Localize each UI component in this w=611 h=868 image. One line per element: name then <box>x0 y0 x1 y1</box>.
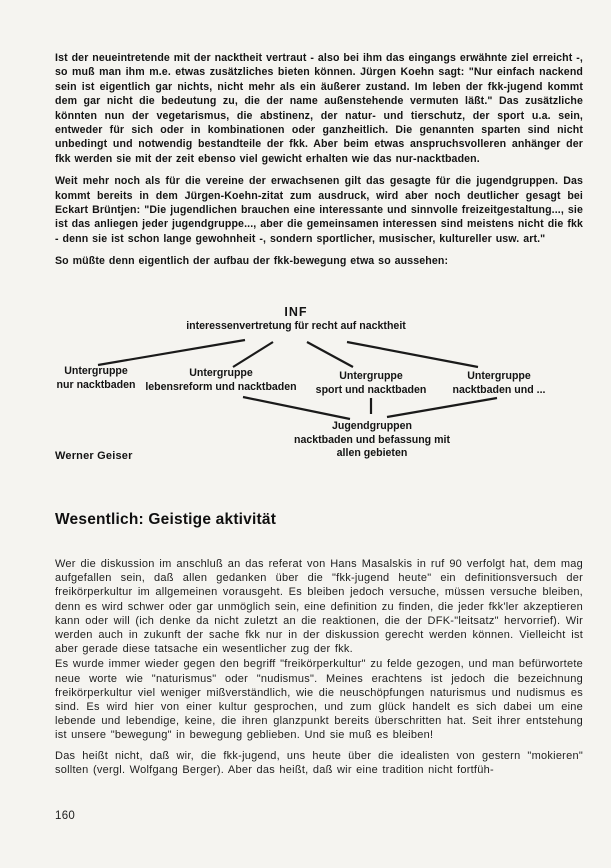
paragraph: Es wurde immer wieder gegen den begriff "freikörperkultur" zu felde gezogen, und man befürwortete neue worte wie "naturismus" oder "nudismus". Meines erachtens ist jedoch die bezeichnung freikörperkultur viel weniger mißverständlich, wie die neuschöpfungen naturismus und nudismus es sind. Es wird hier von einer kultur gesprochen, und zum glück handelt es sich dabei um eine lebende und lebendige, keine, die ihren glanzpunkt bereits überschritten hat. Seit ihrer entstehung ist unsere "bewegung" in bewegung geblieben. Und sie muß es bleiben! <box>55 658 583 742</box>
paragraph: Weit mehr noch als für die vereine der erwachsenen gilt das gesagte für die jugendgruppen. Das kommt bereits in dem Jürgen-Koehn-zitat zum ausdruck, wird aber noch deutlicher gesagt bei Eckart Brüntjen: "Die jugendlichen brauchen eine interessante und sinnvolle freizeitgestaltung..., sie ist das anliegen jeder jugendgruppe..., aber die gemeinsamen interessen sind meistens nicht die fkk - denn sie ist schon lange gewohnheit -, sondern sportlicher, musischer, kultureller usw. art." <box>55 175 583 245</box>
node-label: Jugendgruppen <box>331 420 413 432</box>
connector-group2-to-jugend <box>243 397 350 419</box>
paragraph: Wer die diskussion im anschluß an das referat von Hans Masalskis in ruf 90 verfolgt hat, dem mag aufgefallen sein, daß allen gedanken über die "fkk-jugend heute" ein definitionsversuch der freikörperkultur im allgemeinen vorausgeht. Es bleiben jedoch versuche, müssen versuche bleiben, denn es wird schwer oder gar unmöglich sein, eine definition zu finden, die jeder fkk'ler akzeptieren kann oder will (ich denke da nicht zuletzt an die reaktionen, die der DFK-"leitsatz" hervorrief). Wir werden auch in zukunft der sache fkk nur in der diskussion gerecht werden können. Vielleicht ist aber gerade diese tatsache ein wesentlicher zug der fkk. <box>55 558 583 656</box>
connector-inf-to-group2 <box>233 342 273 367</box>
article-heading: Wesentlich: Geistige aktivität <box>55 511 277 528</box>
node-label: allen gebieten <box>336 447 408 460</box>
article-top <box>55 51 583 277</box>
node-label: lebensreform und nacktbaden <box>145 380 297 393</box>
connector-inf-to-group1 <box>98 340 245 365</box>
diagram-node-untergruppe-lebensreform <box>145 367 296 394</box>
node-label: Untergruppe <box>189 367 253 379</box>
paragraph: Das heißt nicht, daß wir, die fkk-jugend, uns heute über die idealisten von gestern "mokieren" sollten (vergl. Wolfgang Berger). Aber das heißt, daß wir eine tradition nicht fortfüh- <box>55 749 583 776</box>
paragraph: So müßte denn eigentlich der aufbau der fkk-bewegung etwa so aussehen: <box>55 255 449 268</box>
diagram-node-inf-subtitle: interessenvertretung für recht auf nacktheit <box>186 319 406 332</box>
paragraph: Ist der neueintretende mit der nacktheit vertraut - also bei ihm das eingangs erwähnte ziel erreicht -, so muß man ihm m.e. etwas zusätzliches bieten können. Jürgen Koehn sagt: "Nur einfach nackend sein ist eigentlich gar nichts, nicht mehr als ein äußerer zustand. Im leben der fkk-jugend kommt dem gar nicht die bedeutung zu, die der name außenstehende vermuten läßt." Das zusätzliche könnten nun der vegetarismus, die abstinenz, der natur- und tierschutz, der sport u.a. sein, entweder für sich oder in kombinationen oder ganzheitlich. Die genannten sparten sind nicht unbedingt und notwendig bestandteile der fkk. Aber beim etwas anspruchsvolleren anhänger der fkk werden sie mit der zeit ebenso viel gewicht erhalten wie das nur-nacktbaden. <box>55 52 583 165</box>
connector-inf-to-group4 <box>347 342 478 367</box>
diagram-node-inf <box>186 306 406 333</box>
connector-group4-to-jugend <box>387 398 497 417</box>
node-label: Untergruppe <box>64 365 128 377</box>
node-label: nacktbaden und ... <box>452 383 546 396</box>
node-label: nur nacktbaden <box>56 378 136 391</box>
node-label: Untergruppe <box>467 370 531 382</box>
node-label: nacktbaden und befassung mit <box>294 433 450 446</box>
article-bottom <box>55 557 583 777</box>
diagram-node-untergruppe-nacktbaden-und <box>452 370 545 397</box>
author-byline: Werner Geiser <box>55 450 133 462</box>
diagram-node-jugendgruppen <box>294 420 450 461</box>
diagram-node-untergruppe-nur-nacktbaden <box>57 365 136 392</box>
node-label: Untergruppe <box>339 370 403 382</box>
node-label: sport und nacktbaden <box>315 383 427 396</box>
diagram-node-untergruppe-sport <box>316 370 427 397</box>
page-number: 160 <box>55 810 76 822</box>
connector-inf-to-group3 <box>307 342 353 367</box>
diagram-node-inf-title: INF <box>284 305 308 319</box>
